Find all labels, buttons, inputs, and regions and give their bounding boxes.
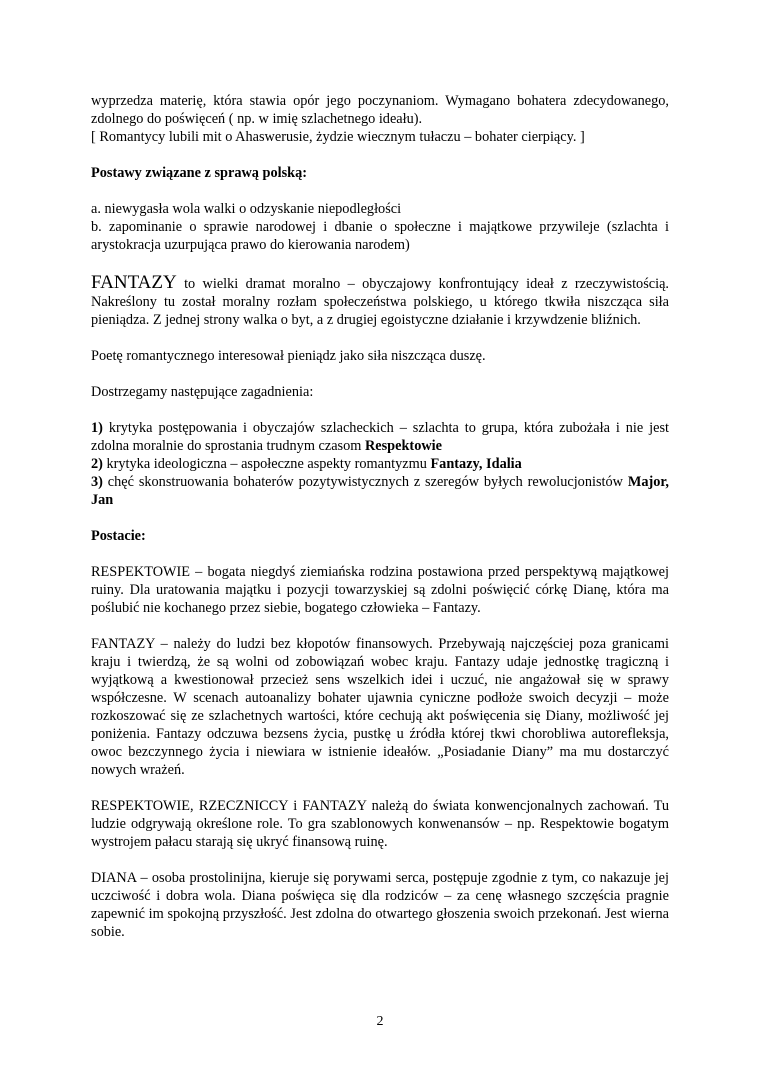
zagadnienia-intro: Dostrzegamy następujące zagadnienia: (91, 384, 314, 400)
zagadnienie-item-2 (91, 455, 669, 473)
fantazy-intro-paragraph (91, 274, 669, 329)
zagadnienie-num: 1) (91, 420, 103, 436)
postacie-heading: Postacie: (91, 528, 146, 544)
zagadnienie-item-1 (91, 419, 669, 455)
zagadnienie-text: krytyka ideologiczna – aspołeczne aspekty romantyzmu (102, 456, 431, 472)
rzeczniccy-paragraph: RESPEKTOWIE, RZECZNICCY i FANTAZY należą do świata konwencjonalnych zachowań. Tu ludzie odgrywają określone role. To gra szablonowych konwenansów – np. Respektowie bogatym wystrojem pałacu starają się ukryć finansową ruinę. (91, 798, 669, 850)
postawy-heading: Postawy związane z sprawą polską: (91, 165, 308, 181)
zagadnienie-text: chęć skonstruowania bohaterów pozytywistycznych z szeregów byłych rewolucjonistów (102, 474, 628, 490)
postawy-item-a: a. niewygasła wola walki o odzyskanie niepodległości (91, 201, 402, 217)
fantazy-title: FANTAZY (91, 272, 177, 293)
diana-paragraph: DIANA – osoba prostolinijna, kieruje się porywami serca, postępuje zgodnie z tym, co nakazuje jej uczciwość i dobra wola. Diana poświęca się dla rodziców – za cenę własnego szczęścia pragnie zapewnić im spokojną przyszłość. Jest zdolna do otwartego głoszenia swoich przekonań. Jest wierna sobie. (91, 870, 669, 940)
intro-note: [ Romantycy lubili mit o Ahaswerusie, żydzie wiecznym tułaczu – bohater cierpiący. ] (91, 129, 585, 145)
poeta-paragraph: Poetę romantycznego interesował pieniądz jako siła niszcząca duszę. (91, 348, 486, 364)
fantazy-paragraph: FANTAZY – należy do ludzi bez kłopotów finansowych. Przebywają najczęściej poza granicami kraju i twierdzą, że są wolni od zobowiązań wobec kraju. Fantazy udaje jednostkę tragiczną i wyjątkową a kwestionował przecież sens wszelkich idei i uczuć, nie angażował się w sprawy współczesne. W scenach autoanalizy bohater ujawnia cyniczne podłoże swoich decyzji – może rozkoszować się ze szlachetnych wartości, które cechują akt poświęcenia się Diany, możliwość jej poniżenia. Fantazy odczuwa bezsens życia, pustkę u źródła której tkwi chorobliwa autorefleksja, owoc bezczynnego życia i niewiara w istnienie ideałów. „Posiadanie Diany” ma mu dostarczyć nowych wrażeń. (91, 636, 669, 778)
zagadnienie-num: 2) (91, 456, 103, 472)
zagadnienie-bold: Respektowie (364, 438, 442, 454)
zagadnienie-text: krytyka postępowania i obyczajów szlacheckich – szlachta to grupa, która zubożała i nie jest zdolna moralnie do sprostania trudnym czasom (91, 420, 669, 454)
zagadnienie-bold: Major, Jan (91, 474, 669, 508)
postawy-item-b: b. zapominanie o sprawie narodowej i dbanie o społeczne i majątkowe przywileje (szlachta i arystokracja uzurpująca prawo do kierowania narodem) (91, 219, 669, 253)
zagadnienie-num: 3) (91, 474, 103, 490)
page-number: 2 (376, 1014, 384, 1029)
intro-paragraph: wyprzedza materię, która stawia opór jego poczynaniom. Wymagano bohatera zdecydowanego, zdolnego do poświęceń ( np. w imię szlachetnego ideału). (91, 93, 669, 127)
zagadnienie-item-3 (91, 473, 669, 509)
zagadnienie-bold: Fantazy, Idalia (430, 456, 522, 472)
document-page (91, 92, 669, 941)
fantazy-intro-text: to wielki dramat moralno – obyczajowy konfrontujący ideał z rzeczywistością. Nakreślony tu został moralny rozłam społeczeństwa polskiego, u którego tkwiła niszcząca siła pieniądza. Z jednej strony walka o byt, a z drugiej egoistyczne działanie i krzywdzenie bliźnich. (91, 276, 669, 328)
respektowie-paragraph: RESPEKTOWIE – bogata niegdyś ziemiańska rodzina postawiona przed perspektywą majątkowej ruiny. Dla uratowania majątku i pozycji towarzyskiej są zdolni poświęcić córkę Dianę, która ma poślubić nie kochanego przez siebie, bogatego człowieka – Fantazy. (91, 564, 669, 616)
